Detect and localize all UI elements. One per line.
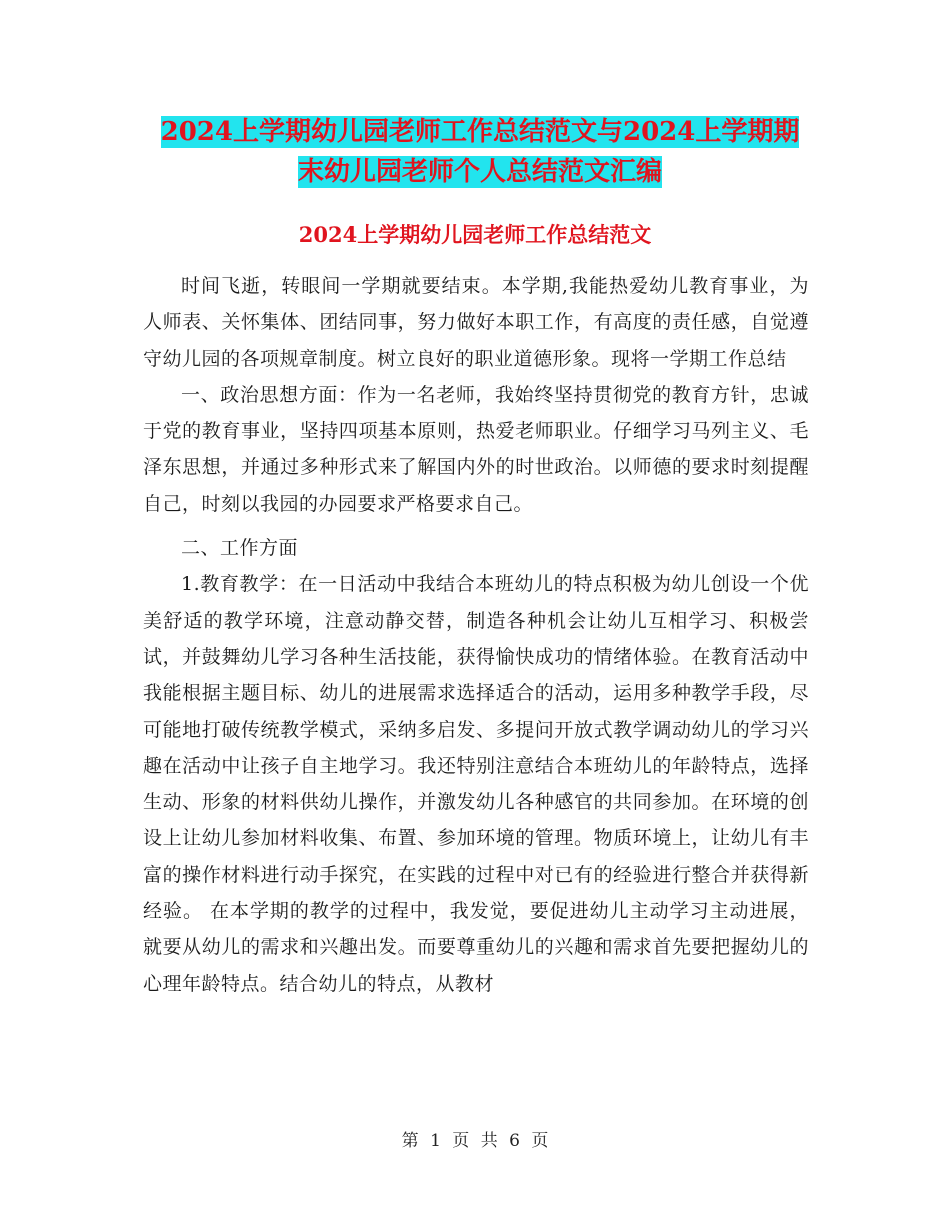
paragraph-intro: 时间飞逝，转眼间一学期就要结束。本学期,我能热爱幼儿教育事业，为人师表、关怀集体、团结同事，努力做好本职工作，有高度的责任感，自觉遵守幼儿园的各项规章制度。树立良好的职业道德形象。现将一学期工作总结 bbox=[143, 275, 809, 370]
paragraph-work-heading: 二、工作方面 bbox=[181, 537, 299, 560]
section-title: 2024上学期幼儿园老师工作总结范文 bbox=[298, 222, 652, 247]
title-line-2: 末幼儿园老师个人总结范文汇编 bbox=[297, 157, 662, 187]
document-body bbox=[143, 268, 809, 1002]
title-line-1: 2024上学期幼儿园老师工作总结范文与2024上学期期 bbox=[160, 117, 800, 147]
paragraph-politics: 一、政治思想方面：作为一名老师，我始终坚持贯彻党的教育方针，忠诚于党的教育事业，坚持四项基本原则，热爱老师职业。仔细学习马列主义、毛泽东思想，并通过多种形式来了解国内外的时世政治。以师德的要求时刻提醒自己，时刻以我园的办园要求严格要求自己。 bbox=[143, 383, 809, 515]
document-title bbox=[140, 112, 820, 192]
page-number-footer: 第 1 页 共 6 页 bbox=[401, 1131, 549, 1151]
paragraph-teaching: 1.教育教学：在一日活动中我结合本班幼儿的特点积极为幼儿创设一个优美舒适的教学环境，注意动静交替，制造各种机会让幼儿互相学习、积极尝试，并鼓舞幼儿学习各种生活技能，获得愉快成功的情绪体验。在教育活动中我能根据主题目标、幼儿的进展需求选择适合的活动，运用多种教学手段，尽可能地打破传统教学模式，采纳多启发、多提问开放式教学调动幼儿的学习兴趣在活动中让孩子自主地学习。我还特别注意结合本班幼儿的年龄特点，选择生动、形象的材料供幼儿操作，并激发幼儿各种感官的共同参加。在环境的创设上让幼儿参加材料收集、布置、参加环境的管理。物质环境上，让幼儿有丰富的操作材料进行动手探究，在实践的过程中对已有的经验进行整合并获得新经验。 在本学期的教学的过程中，我发觉，要促进幼儿主动学习主动进展，就要从幼儿的需求和兴趣出发。而要尊重幼儿的兴趣和需求首先要把握幼儿的心理年龄特点。结合幼儿的特点，从教材 bbox=[143, 573, 809, 995]
